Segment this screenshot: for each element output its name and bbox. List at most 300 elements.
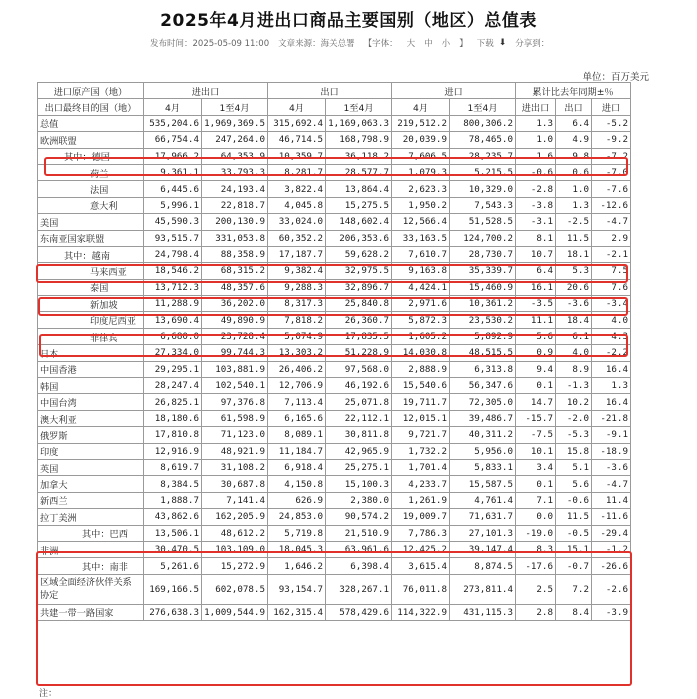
table-row [38, 263, 631, 279]
header-import-jan-apr: 1至4月 [450, 99, 516, 115]
table-cell: 90,574.2 [326, 509, 392, 525]
table-cell: -9.1 [592, 427, 631, 443]
header-yoy-change: 累计比去年同期±％ [516, 83, 631, 99]
row-label: 新加坡 [38, 296, 144, 312]
table-cell: 162,205.9 [202, 509, 268, 525]
header-trade-jan-apr: 1至4月 [202, 99, 268, 115]
table-cell: 8.1 [516, 230, 556, 246]
table-cell: 39,147.4 [450, 541, 516, 557]
table-cell: 25,275.1 [326, 459, 392, 475]
table-cell: 18,180.6 [144, 410, 202, 426]
table-row [38, 328, 631, 344]
table-cell: 2.9 [592, 230, 631, 246]
table-cell: 11,184.7 [268, 443, 326, 459]
table-cell: 40,311.2 [450, 427, 516, 443]
table-cell: 7.1 [516, 492, 556, 508]
table-cell: 12,706.9 [268, 378, 326, 394]
table-header-row-1 [38, 83, 631, 99]
row-label: 非洲 [38, 541, 144, 557]
table-cell: 2.5 [516, 574, 556, 604]
row-label: 区域全面经济伙伴关系协定 [38, 574, 144, 604]
row-label: 加拿大 [38, 476, 144, 492]
table-cell: 276,638.3 [144, 604, 202, 620]
table-cell: 1,079.3 [392, 164, 450, 180]
table-cell: 25,840.8 [326, 296, 392, 312]
row-label: 东南亚国家联盟 [38, 230, 144, 246]
table-row [38, 574, 631, 604]
table-cell: -2.0 [556, 410, 592, 426]
table-cell: 1,169,063.3 [326, 115, 392, 131]
header-yoy-export: 出口 [556, 99, 592, 115]
table-cell: 1,969,369.5 [202, 115, 268, 131]
table-row [38, 443, 631, 459]
table-cell: 25,071.8 [326, 394, 392, 410]
table-cell: 78,465.0 [450, 132, 516, 148]
table-cell: 5.1 [556, 459, 592, 475]
table-cell: 578,429.6 [326, 604, 392, 620]
table-cell: 21,510.9 [326, 525, 392, 541]
table-cell: 1,646.2 [268, 558, 326, 574]
table-cell: 32,975.5 [326, 263, 392, 279]
row-label: 印度 [38, 443, 144, 459]
table-cell: 2,888.9 [392, 361, 450, 377]
table-cell: 5,833.1 [450, 459, 516, 475]
table-cell: 169,166.5 [144, 574, 202, 604]
table-cell: 15,272.9 [202, 558, 268, 574]
table-cell: -17.6 [516, 558, 556, 574]
table-cell: 28,730.7 [450, 246, 516, 262]
table-cell: 71,123.0 [202, 427, 268, 443]
table-cell: 15,460.9 [450, 279, 516, 295]
table-cell: 1,950.2 [392, 197, 450, 213]
table-cell: 11.5 [556, 509, 592, 525]
table-cell: 5,074.9 [268, 328, 326, 344]
table-cell: 49,890.9 [202, 312, 268, 328]
row-label: 韩国 [38, 378, 144, 394]
table-cell: 11.5 [556, 230, 592, 246]
table-cell: 328,267.1 [326, 574, 392, 604]
table-cell: -11.6 [592, 509, 631, 525]
row-label: 印度尼西亚 [38, 312, 144, 328]
row-label: 中国台湾 [38, 394, 144, 410]
table-cell: -3.6 [556, 296, 592, 312]
table-cell: 45,590.3 [144, 214, 202, 230]
table-cell: 4.9 [556, 132, 592, 148]
table-cell: 12,015.1 [392, 410, 450, 426]
table-cell: 46,192.6 [326, 378, 392, 394]
table-cell: 7,610.7 [392, 246, 450, 262]
table-row [38, 378, 631, 394]
table-cell: -2.5 [556, 214, 592, 230]
table-cell: 61,598.9 [202, 410, 268, 426]
table-cell: 15,587.5 [450, 476, 516, 492]
table-cell: 26,825.1 [144, 394, 202, 410]
table-cell: 15.8 [556, 443, 592, 459]
table-cell: 2,380.0 [326, 492, 392, 508]
table-cell: 6,398.4 [326, 558, 392, 574]
table-cell: 9,361.1 [144, 164, 202, 180]
font-size-large-button[interactable]: 大 [406, 39, 416, 49]
header-import: 进口 [392, 83, 516, 99]
row-label: 泰国 [38, 279, 144, 295]
font-size-medium-button[interactable]: 中 [424, 39, 433, 49]
table-cell: 14,030.8 [392, 345, 450, 361]
share-label[interactable]: 分享到： [515, 39, 550, 49]
table-cell: 8,317.3 [268, 296, 326, 312]
table-cell: 11.4 [592, 492, 631, 508]
table-cell: 59,628.2 [326, 246, 392, 262]
table-cell: 5.6 [516, 328, 556, 344]
table-cell: 31,108.2 [202, 459, 268, 475]
table-cell: 0.9 [516, 345, 556, 361]
table-cell: 13,864.4 [326, 181, 392, 197]
table-cell: -4.7 [592, 476, 631, 492]
table-row [38, 312, 631, 328]
table-cell: 10,361.2 [450, 296, 516, 312]
table-row [38, 115, 631, 131]
unit-label: 单位：百万美元 [582, 72, 649, 83]
header-trade-total: 进出口 [144, 83, 268, 99]
table-cell: 5,215.5 [450, 164, 516, 180]
table-cell: 18.4 [556, 312, 592, 328]
table-cell: -5.2 [592, 115, 631, 131]
table-row [38, 541, 631, 557]
font-size-small-button[interactable]: 小 [441, 39, 451, 49]
table-cell: 48,357.6 [202, 279, 268, 295]
table-cell: 5.3 [556, 263, 592, 279]
table-cell: 17,966.2 [144, 148, 202, 164]
table-cell: 18,546.2 [144, 263, 202, 279]
table-cell: 6,918.4 [268, 459, 326, 475]
table-cell: 3.4 [516, 459, 556, 475]
trade-value-table [37, 82, 631, 621]
table-cell: 6.1 [556, 328, 592, 344]
table-cell: 42,965.9 [326, 443, 392, 459]
table-cell: 43,862.6 [144, 509, 202, 525]
table-row [38, 181, 631, 197]
table-cell: 23,728.4 [202, 328, 268, 344]
table-cell: 8.4 [556, 604, 592, 620]
table-cell: -0.7 [556, 558, 592, 574]
table-cell: -15.7 [516, 410, 556, 426]
table-cell: -3.5 [516, 296, 556, 312]
table-cell: 60,352.2 [268, 230, 326, 246]
table-cell: 9,382.4 [268, 263, 326, 279]
table-cell: 48,515.5 [450, 345, 516, 361]
table-cell: 66,754.4 [144, 132, 202, 148]
table-cell: 168,798.9 [326, 132, 392, 148]
table-cell: 48,921.9 [202, 443, 268, 459]
table-cell: 124,700.2 [450, 230, 516, 246]
table-cell: 26,360.7 [326, 312, 392, 328]
table-cell: 23,530.2 [450, 312, 516, 328]
table-cell: 64,353.9 [202, 148, 268, 164]
table-cell: 13,506.1 [144, 525, 202, 541]
table-cell: 1,009,544.9 [202, 604, 268, 620]
row-label: 美国 [38, 214, 144, 230]
table-cell: -7.6 [592, 181, 631, 197]
table-cell: 7.2 [556, 574, 592, 604]
table-cell: -3.4 [592, 296, 631, 312]
table-row [38, 604, 631, 620]
table-cell: -2.2 [592, 345, 631, 361]
table-cell: 7,141.4 [202, 492, 268, 508]
table-cell: 7,606.5 [392, 148, 450, 164]
table-cell: 7.6 [592, 279, 631, 295]
table-cell: 16.4 [592, 361, 631, 377]
table-row [38, 476, 631, 492]
table-row [38, 345, 631, 361]
table-cell: 4.0 [556, 345, 592, 361]
table-cell: 8.9 [556, 361, 592, 377]
table-row [38, 410, 631, 426]
table-cell: 0.6 [556, 164, 592, 180]
table-cell: 48,612.2 [202, 525, 268, 541]
table-cell: -2.1 [592, 246, 631, 262]
table-cell: -0.6 [516, 164, 556, 180]
row-label: 其中：越南 [38, 246, 144, 262]
table-cell: -7.2 [592, 148, 631, 164]
header-export: 出口 [268, 83, 392, 99]
table-cell: 0.0 [516, 509, 556, 525]
table-cell: -1.2 [592, 541, 631, 557]
row-label: 马来西亚 [38, 263, 144, 279]
table-cell: 76,011.8 [392, 574, 450, 604]
table-cell: 15,275.5 [326, 197, 392, 213]
table-cell: 4,424.1 [392, 279, 450, 295]
table-cell: 16.1 [516, 279, 556, 295]
row-label: 菲律宾 [38, 328, 144, 344]
table-cell: 9,721.7 [392, 427, 450, 443]
table-cell: -18.9 [592, 443, 631, 459]
table-cell: -12.6 [592, 197, 631, 213]
table-cell: 8,874.5 [450, 558, 516, 574]
table-cell: 0.1 [516, 378, 556, 394]
table-cell: 10,329.0 [450, 181, 516, 197]
table-cell: 8,384.5 [144, 476, 202, 492]
table-cell: 8,089.1 [268, 427, 326, 443]
table-cell: 4,150.8 [268, 476, 326, 492]
table-cell: 4.0 [592, 312, 631, 328]
table-cell: 14.7 [516, 394, 556, 410]
table-cell: 15,540.6 [392, 378, 450, 394]
table-cell: -4.7 [592, 214, 631, 230]
table-cell: 2,623.3 [392, 181, 450, 197]
table-cell: 431,115.3 [450, 604, 516, 620]
table-cell: 1,701.4 [392, 459, 450, 475]
table-cell: 30,470.5 [144, 541, 202, 557]
font-size-label: 【字体： [363, 39, 398, 49]
table-cell: 9,288.3 [268, 279, 326, 295]
table-cell: -3.9 [592, 604, 631, 620]
table-cell: 27,101.3 [450, 525, 516, 541]
table-header-row-2 [38, 99, 631, 115]
table-cell: 7.5 [592, 263, 631, 279]
row-label: 新西兰 [38, 492, 144, 508]
table-cell: 28,235.7 [450, 148, 516, 164]
table-cell: 9.4 [516, 361, 556, 377]
table-row [38, 164, 631, 180]
row-label: 其中：巴西 [38, 525, 144, 541]
row-label: 澳大利亚 [38, 410, 144, 426]
table-cell: 5,719.8 [268, 525, 326, 541]
row-label: 意大利 [38, 197, 144, 213]
row-label: 中国香港 [38, 361, 144, 377]
table-cell: 8.3 [516, 541, 556, 557]
header-origin-label: 进口原产国（地） [38, 83, 144, 99]
table-cell: 7,818.2 [268, 312, 326, 328]
table-cell: 6,313.8 [450, 361, 516, 377]
table-row [38, 361, 631, 377]
table-cell: 72,305.0 [450, 394, 516, 410]
download-link[interactable]: 下载 [476, 39, 494, 49]
table-cell: 1,605.2 [392, 328, 450, 344]
table-row [38, 230, 631, 246]
table-cell: 7,113.4 [268, 394, 326, 410]
table-cell: 36,202.0 [202, 296, 268, 312]
table-cell: 6,445.6 [144, 181, 202, 197]
table-cell: 24,798.4 [144, 246, 202, 262]
table-cell: -2.8 [516, 181, 556, 197]
table-cell: 17,187.7 [268, 246, 326, 262]
table-cell: 27,334.0 [144, 345, 202, 361]
table-cell: 1.0 [556, 181, 592, 197]
table-cell: 219,512.2 [392, 115, 450, 131]
table-cell: 3,822.4 [268, 181, 326, 197]
table-cell: -2.6 [592, 574, 631, 604]
row-label: 日本 [38, 345, 144, 361]
table-row [38, 492, 631, 508]
table-cell: 9.8 [556, 148, 592, 164]
table-cell: 56,347.6 [450, 378, 516, 394]
table-cell: 626.9 [268, 492, 326, 508]
table-cell: 29,295.1 [144, 361, 202, 377]
table-row [38, 197, 631, 213]
table-cell: 32,896.7 [326, 279, 392, 295]
table-cell: -9.2 [592, 132, 631, 148]
table-note: 注： [39, 689, 58, 699]
table-cell: -7.5 [516, 427, 556, 443]
table-cell: -29.4 [592, 525, 631, 541]
table-cell: 20.6 [556, 279, 592, 295]
table-cell: 10,359.7 [268, 148, 326, 164]
table-row [38, 394, 631, 410]
table-cell: 26,406.2 [268, 361, 326, 377]
header-export-jan-apr: 1至4月 [326, 99, 392, 115]
table-cell: 15,100.3 [326, 476, 392, 492]
table-cell: 4,233.7 [392, 476, 450, 492]
table-cell: 33,793.3 [202, 164, 268, 180]
table-cell: 13,712.3 [144, 279, 202, 295]
table-cell: 103,881.9 [202, 361, 268, 377]
table-cell: 97,376.8 [202, 394, 268, 410]
table-cell: 5,892.9 [450, 328, 516, 344]
table-cell: -7.0 [592, 164, 631, 180]
header-destination-label: 出口最终目的国（地） [38, 99, 144, 115]
table-cell: 11,288.9 [144, 296, 202, 312]
table-cell: 4,761.4 [450, 492, 516, 508]
row-label: 总值 [38, 115, 144, 131]
table-cell: 3,615.4 [392, 558, 450, 574]
row-label: 英国 [38, 459, 144, 475]
download-icon[interactable]: ⬇ [498, 38, 507, 48]
table-cell: 7,543.3 [450, 197, 516, 213]
table-cell: 16.4 [592, 394, 631, 410]
table-cell: 162,315.4 [268, 604, 326, 620]
table-row [38, 246, 631, 262]
table-cell: 8,619.7 [144, 459, 202, 475]
table-cell: 7,786.3 [392, 525, 450, 541]
header-import-april: 4月 [392, 99, 450, 115]
table-cell: 1,732.2 [392, 443, 450, 459]
table-cell: 200,130.9 [202, 214, 268, 230]
publish-time: 发布时间：2025-05-09 11:00 [150, 39, 270, 49]
table-row [38, 132, 631, 148]
row-label: 法国 [38, 181, 144, 197]
table-cell: -0.5 [556, 525, 592, 541]
table-cell: -3.8 [516, 197, 556, 213]
table-cell: 5,872.3 [392, 312, 450, 328]
table-cell: 0.1 [516, 476, 556, 492]
table-cell: 331,053.8 [202, 230, 268, 246]
table-cell: 33,024.0 [268, 214, 326, 230]
row-label: 荷兰 [38, 164, 144, 180]
table-cell: 99,744.3 [202, 345, 268, 361]
page-title: 2025年4月进出口商品主要国别（地区）总值表 [160, 11, 537, 31]
table-cell: -19.0 [516, 525, 556, 541]
header-export-april: 4月 [268, 99, 326, 115]
header-yoy-trade: 进出口 [516, 99, 556, 115]
row-label: 拉丁美洲 [38, 509, 144, 525]
table-cell: 9,163.8 [392, 263, 450, 279]
table-cell: 22,818.7 [202, 197, 268, 213]
table-cell: 20,039.9 [392, 132, 450, 148]
table-cell: 18.1 [556, 246, 592, 262]
table-cell: 13,690.4 [144, 312, 202, 328]
table-cell: 103,109.0 [202, 541, 268, 557]
table-cell: 602,078.5 [202, 574, 268, 604]
table-cell: 6,680.0 [144, 328, 202, 344]
table-cell: 12,566.4 [392, 214, 450, 230]
table-cell: 12,425.2 [392, 541, 450, 557]
table-cell: 315,692.4 [268, 115, 326, 131]
table-cell: 33,163.5 [392, 230, 450, 246]
table-cell: 36,118.2 [326, 148, 392, 164]
table-cell: 5,996.1 [144, 197, 202, 213]
table-cell: 102,540.1 [202, 378, 268, 394]
table-cell: 2,971.6 [392, 296, 450, 312]
table-cell: 4.3 [592, 328, 631, 344]
table-cell: 28,247.4 [144, 378, 202, 394]
table-cell: 10.2 [556, 394, 592, 410]
table-cell: 2.8 [516, 604, 556, 620]
table-row [38, 509, 631, 525]
article-meta-bar [150, 37, 549, 49]
table-cell: 1.0 [516, 132, 556, 148]
table-cell: 19,711.7 [392, 394, 450, 410]
table-cell: -26.6 [592, 558, 631, 574]
row-label: 其中：德国 [38, 148, 144, 164]
table-cell: 15.1 [556, 541, 592, 557]
table-cell: 800,306.2 [450, 115, 516, 131]
table-cell: 17,810.8 [144, 427, 202, 443]
table-cell: 88,358.9 [202, 246, 268, 262]
table-cell: 1.6 [516, 148, 556, 164]
table-cell: 1.3 [592, 378, 631, 394]
table-row [38, 214, 631, 230]
article-source: 文章来源：海关总署 [278, 39, 355, 49]
row-label: 俄罗斯 [38, 427, 144, 443]
